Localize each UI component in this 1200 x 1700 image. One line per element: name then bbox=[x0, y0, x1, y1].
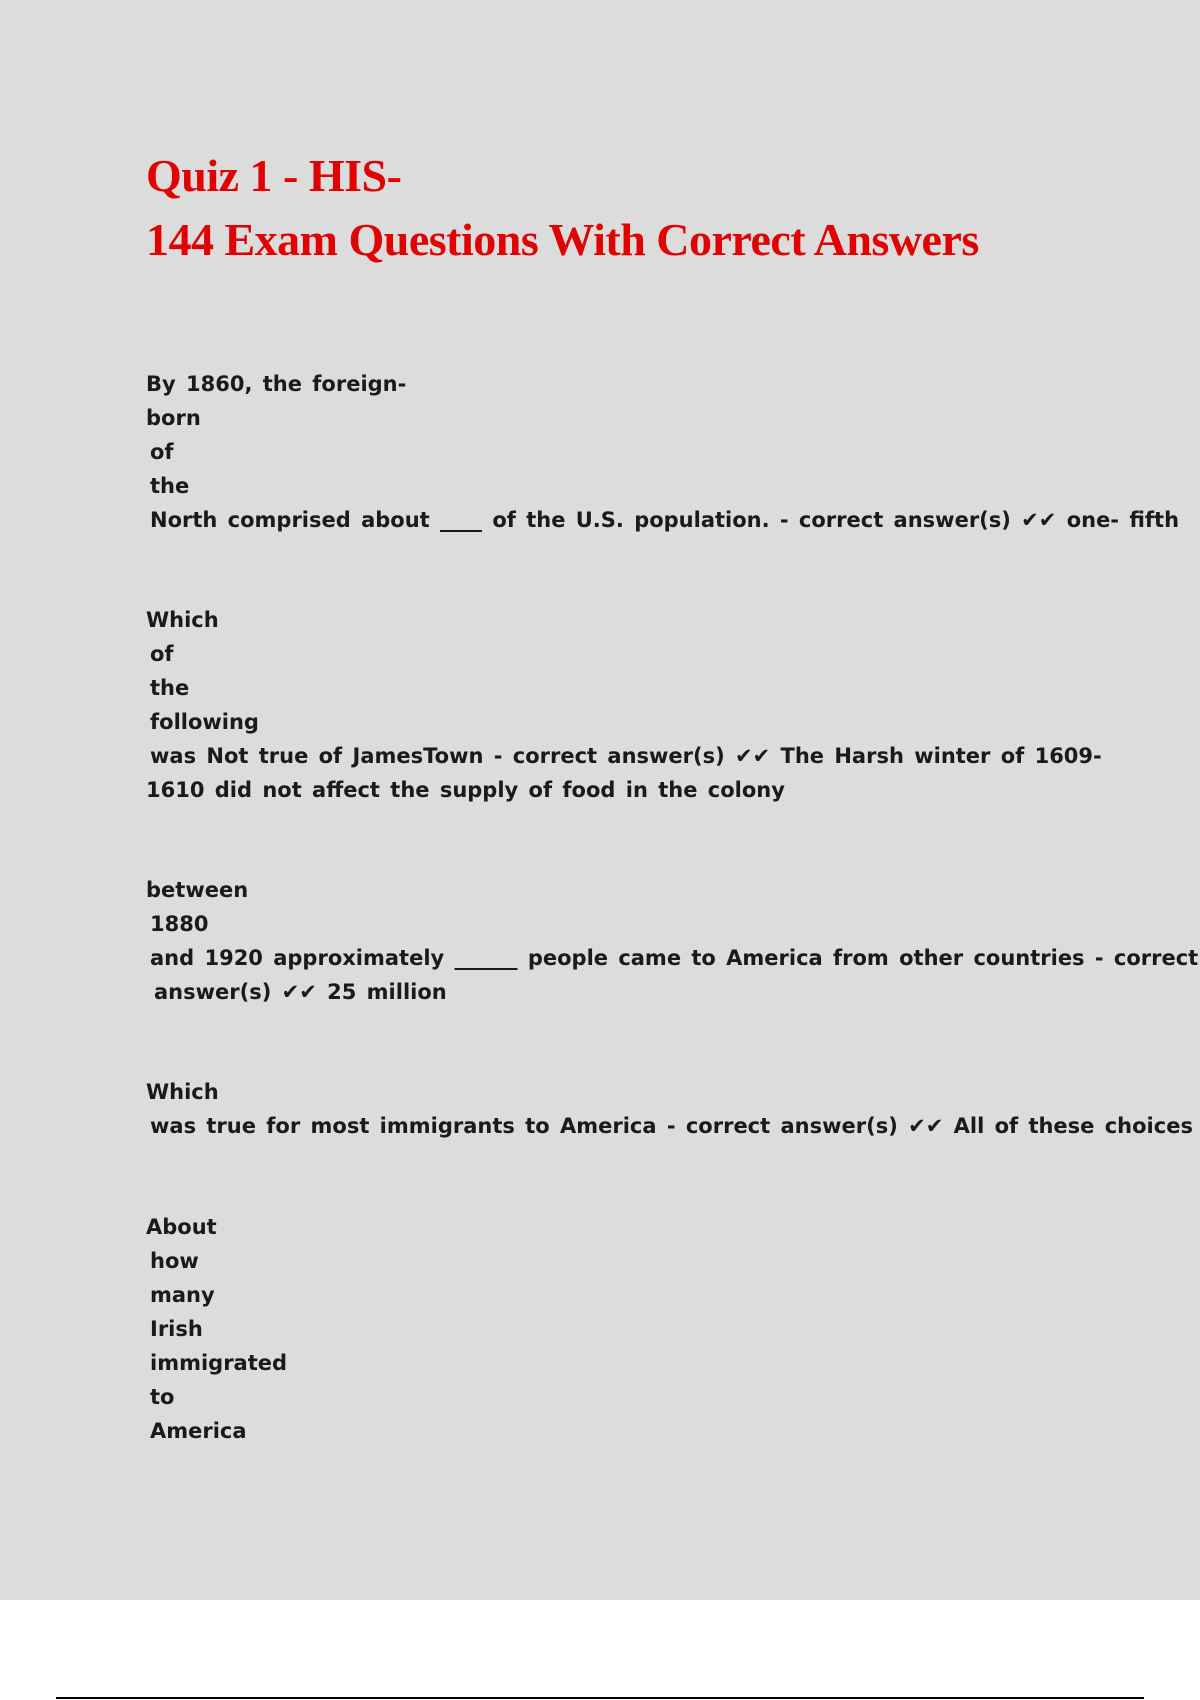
document-title bbox=[146, 144, 979, 272]
question-5-line: Irish bbox=[150, 1317, 203, 1341]
question-2-line: the bbox=[150, 676, 190, 700]
question-1 bbox=[146, 367, 1179, 537]
question-2-line: of bbox=[150, 642, 174, 666]
question-5-line: America bbox=[150, 1419, 247, 1443]
question-3-answer-line: and 1920 approximately ______ people came to America from other countries - correct bbox=[150, 946, 1199, 970]
question-3-line: 1880 bbox=[150, 912, 209, 936]
question-1-line: born bbox=[146, 406, 201, 430]
question-1-line: By 1860, the foreign- bbox=[146, 372, 407, 396]
question-3-answer-line: answer(s) ✔✔ 25 million bbox=[154, 980, 447, 1004]
question-2-answer-line: 1610 did not affect the supply of food in the colony bbox=[146, 778, 785, 802]
question-2 bbox=[146, 603, 1102, 807]
question-5-line: About bbox=[146, 1215, 217, 1239]
question-5-line: to bbox=[150, 1385, 175, 1409]
question-2-line: following bbox=[150, 710, 259, 734]
question-4-answer-line: was true for most immigrants to America - correct answer(s) ✔✔ All of these choices bbox=[150, 1114, 1193, 1138]
question-3 bbox=[146, 873, 1198, 1009]
title-line-2: 144 Exam Questions With Correct Answers bbox=[146, 214, 979, 265]
question-5-line: immigrated bbox=[150, 1351, 288, 1375]
question-5-line: many bbox=[150, 1283, 215, 1307]
question-5-line: how bbox=[150, 1249, 199, 1273]
question-1-line: the bbox=[150, 474, 190, 498]
footer-divider bbox=[56, 1697, 1144, 1699]
question-1-line: of bbox=[150, 440, 174, 464]
question-1-answer-line: North comprised about ____ of the U.S. population. - correct answer(s) ✔✔ one- fifth bbox=[150, 508, 1180, 532]
question-2-answer-line: was Not true of JamesTown - correct answer(s) ✔✔ The Harsh winter of 1609- bbox=[150, 744, 1102, 768]
title-line-1: Quiz 1 - HIS- bbox=[146, 150, 402, 201]
question-4-line: Which bbox=[146, 1080, 219, 1104]
question-4 bbox=[146, 1075, 1193, 1143]
question-3-line: between bbox=[146, 878, 249, 902]
question-5 bbox=[146, 1210, 287, 1448]
question-2-line: Which bbox=[146, 608, 219, 632]
